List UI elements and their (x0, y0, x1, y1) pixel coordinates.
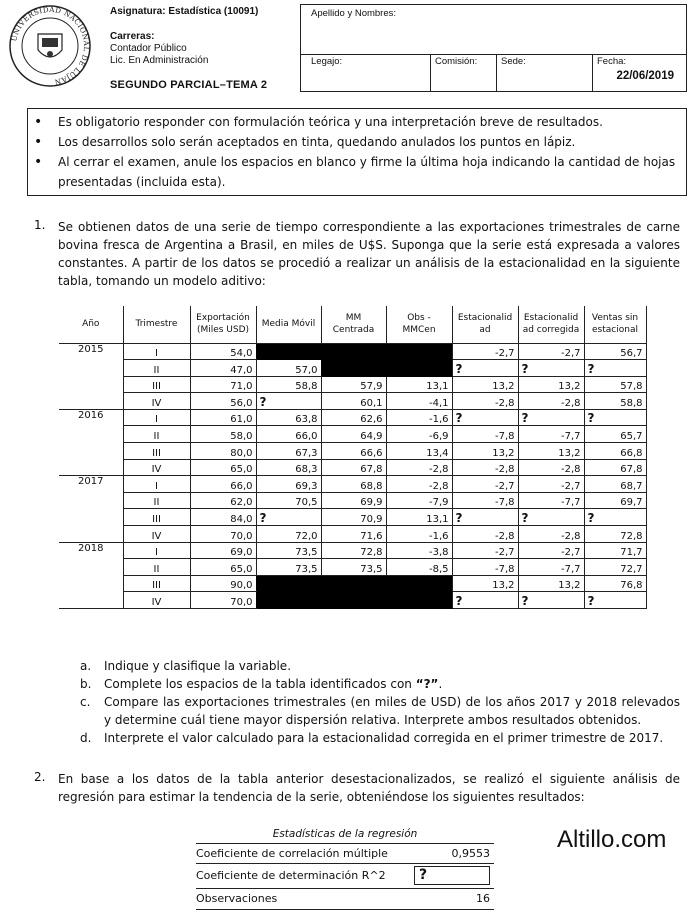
missing-value-cell[interactable]: ? (584, 409, 646, 426)
value-cell: 63,8 (256, 409, 321, 426)
missing-value-cell[interactable]: ? (452, 360, 518, 377)
q2-number: 2. (34, 770, 46, 784)
blank-cell (256, 343, 321, 360)
quarter-cell: III (123, 443, 190, 460)
fecha-label: Fecha: (597, 56, 627, 67)
value-cell: 72,8 (584, 526, 646, 543)
quarter-cell: I (123, 542, 190, 559)
value-cell: 71,6 (321, 526, 386, 543)
missing-value-cell[interactable]: ? (518, 509, 584, 526)
table-row (59, 592, 646, 609)
year-cell (59, 376, 123, 393)
col-header: MM Centrada (321, 306, 386, 343)
regression-caption: Estadísticas de la regresión (196, 826, 494, 844)
comision-label: Comisión: (435, 56, 478, 67)
q1-number: 1. (34, 218, 46, 232)
rules-box (27, 108, 687, 196)
value-cell: -2,8 (386, 459, 452, 476)
year-cell: 2017 (78, 476, 104, 488)
value-cell: 60,1 (321, 393, 386, 410)
value-cell: 76,8 (584, 575, 646, 592)
question-d: d. Interprete el valor calculado para la estacionalidad corregida en el primer trimestre de 2017. (80, 731, 664, 745)
table-row (59, 376, 646, 393)
value-cell: -6,9 (386, 426, 452, 443)
value-cell: 68,8 (321, 476, 386, 493)
blank-cell (386, 343, 452, 360)
missing-value-cell[interactable]: ? (518, 360, 584, 377)
year-cell (59, 443, 123, 460)
blank-cell (321, 592, 386, 609)
blank-cell (256, 592, 321, 609)
value-cell: -2,7 (518, 476, 584, 493)
fecha-field[interactable] (593, 54, 688, 92)
table-row (59, 426, 646, 443)
value-cell: -2,7 (452, 343, 518, 360)
value-cell: 73,5 (256, 559, 321, 576)
value-cell: -1,6 (386, 409, 452, 426)
r2-answer-box[interactable]: ? (414, 866, 490, 885)
value-cell: 54,0 (190, 343, 256, 360)
blank-cell (321, 343, 386, 360)
value-cell: 58,8 (256, 376, 321, 393)
value-cell: 13,2 (452, 575, 518, 592)
col-header: Año (59, 306, 123, 343)
col-header: Trimestre (123, 306, 190, 343)
table-row (59, 393, 646, 410)
value-cell: -2,8 (452, 526, 518, 543)
value-cell: -7,7 (518, 492, 584, 509)
name-field[interactable] (301, 5, 686, 55)
sede-label: Sede: (501, 56, 526, 67)
value-cell: -3,8 (386, 542, 452, 559)
regression-row: Coeficiente de correlación múltiple 0,9553 (196, 844, 494, 864)
quarter-cell: I (123, 409, 190, 426)
question-c: c. Compare las exportaciones trimestrales (en miles de USD) de los años 2017 y 2018 relevados y determine cuál tiene mayor dispersión relativa. Interprete ambos resultados obtenidos. (80, 695, 680, 727)
value-cell: 65,0 (190, 559, 256, 576)
career-2: Lic. En Administración (110, 55, 209, 66)
quarter-cell: II (123, 492, 190, 509)
value-cell: 69,3 (256, 476, 321, 493)
year-cell: 2018 (78, 542, 104, 554)
value-cell: 72,8 (321, 542, 386, 559)
value-cell: 47,0 (190, 360, 256, 377)
table-row (59, 559, 646, 576)
year-cell: 2015 (78, 343, 104, 355)
year-cell: 2016 (78, 409, 104, 421)
value-cell: 66,0 (190, 476, 256, 493)
value-cell: 66,0 (256, 426, 321, 443)
value-cell: 13,1 (386, 376, 452, 393)
value-cell: -4,1 (386, 393, 452, 410)
rule-item: • Es obligatorio responder con formulación teórica y una interpretación breve de resultados. (58, 112, 678, 132)
value-cell: 62,0 (190, 492, 256, 509)
value-cell: -7,7 (518, 426, 584, 443)
blank-cell (256, 575, 321, 592)
value-cell: 58,8 (584, 393, 646, 410)
blank-cell (386, 360, 452, 377)
quarter-cell: III (123, 575, 190, 592)
value-cell: 70,0 (190, 592, 256, 609)
value-cell: 69,9 (321, 492, 386, 509)
university-seal (8, 4, 92, 88)
quarter-cell: I (123, 476, 190, 493)
value-cell: 84,0 (190, 509, 256, 526)
sede-field[interactable] (497, 54, 593, 92)
table-row (59, 343, 646, 360)
year-cell (59, 393, 123, 410)
col-header: Exportación (Miles USD) (190, 306, 256, 343)
value-cell: 67,8 (584, 459, 646, 476)
student-info-box (300, 4, 687, 92)
legajo-field[interactable] (301, 54, 431, 92)
value-cell: 57,8 (584, 376, 646, 393)
q2-text: En base a los datos de la tabla anterior desestacionalizados, se realizó el siguiente análisis de regresión para estimar la tendencia de la serie, obteniéndose los siguientes resultados: (58, 772, 680, 804)
year-cell (59, 592, 123, 609)
quarter-cell: III (123, 376, 190, 393)
quarter-cell: IV (123, 459, 190, 476)
subject: Asignatura: Estadística (10091) (110, 6, 259, 17)
value-cell: 69,7 (584, 492, 646, 509)
value-cell: 66,6 (321, 443, 386, 460)
watermark: Altillo.com (557, 826, 667, 853)
value-cell: 68,7 (584, 476, 646, 493)
blank-cell (321, 360, 386, 377)
value-cell: 80,0 (190, 443, 256, 460)
table-row (59, 542, 646, 559)
col-header: Estacionalid ad corregida (518, 306, 584, 343)
value-cell: -7,8 (452, 492, 518, 509)
table-row (59, 409, 646, 426)
value-cell: 57,0 (256, 360, 321, 377)
value-cell: 72,7 (584, 559, 646, 576)
regression-row: Observaciones 16 (196, 888, 494, 910)
value-cell: 13,4 (386, 443, 452, 460)
year-cell (59, 459, 123, 476)
value-cell: -2,8 (518, 459, 584, 476)
value-cell: 70,9 (321, 509, 386, 526)
value-cell: 61,0 (190, 409, 256, 426)
year-cell (59, 509, 123, 526)
value-cell: 71,0 (190, 376, 256, 393)
value-cell: 67,3 (256, 443, 321, 460)
quarter-cell: II (123, 360, 190, 377)
careers-label: Carreras: (110, 31, 155, 42)
value-cell: 66,8 (584, 443, 646, 460)
seasonality-table (59, 306, 647, 609)
exam-title: SEGUNDO PARCIAL–TEMA 2 (110, 79, 268, 91)
value-cell: -7,7 (518, 559, 584, 576)
table-row (59, 476, 646, 493)
value-cell: 56,7 (584, 343, 646, 360)
value-cell: 56,0 (190, 393, 256, 410)
quarter-cell: IV (123, 592, 190, 609)
table-row (59, 492, 646, 509)
value-cell: 71,7 (584, 542, 646, 559)
value-cell: 13,2 (452, 443, 518, 460)
regression-table (196, 826, 494, 910)
year-cell (59, 360, 123, 377)
question-a: a. Indique y clasifique la variable. (80, 659, 292, 673)
value-cell: -2,8 (452, 393, 518, 410)
value-cell: 70,0 (190, 526, 256, 543)
value-cell: -7,8 (452, 559, 518, 576)
table-row (59, 526, 646, 543)
value-cell: 13,2 (518, 575, 584, 592)
missing-value-cell[interactable]: ? (584, 360, 646, 377)
comision-field[interactable] (431, 54, 497, 92)
missing-value-cell[interactable]: ? (452, 592, 518, 609)
career-1: Contador Público (110, 43, 187, 54)
legajo-label: Legajo: (311, 56, 343, 67)
rule-item: • Al cerrar el examen, anule los espacios en blanco y firme la última hoja indicando la cantidad de hojas presentadas (incluida esta). (58, 152, 678, 192)
missing-value-cell[interactable]: ? (256, 509, 321, 526)
value-cell: 65,7 (584, 426, 646, 443)
value-cell: -2,8 (452, 459, 518, 476)
quarter-cell: IV (123, 526, 190, 543)
table-row (59, 360, 646, 377)
value-cell: 13,2 (518, 376, 584, 393)
value-cell: 90,0 (190, 575, 256, 592)
missing-value-cell[interactable]: ? (584, 592, 646, 609)
missing-value-cell[interactable]: ? (518, 409, 584, 426)
regression-row: Coeficiente de determinación R^2 ? (196, 864, 494, 888)
value-cell: -2,7 (452, 476, 518, 493)
table-row (59, 509, 646, 526)
value-cell: -2,7 (518, 542, 584, 559)
col-header: Estacionalid ad (452, 306, 518, 343)
year-cell (59, 575, 123, 592)
quarter-cell: IV (123, 393, 190, 410)
table-row (59, 459, 646, 476)
value-cell: -8,5 (386, 559, 452, 576)
value-cell: 13,1 (386, 509, 452, 526)
year-cell (59, 559, 123, 576)
quarter-cell: II (123, 426, 190, 443)
missing-value-cell[interactable]: ? (518, 592, 584, 609)
value-cell: 68,3 (256, 459, 321, 476)
value-cell: 62,6 (321, 409, 386, 426)
col-header: Obs - MMCen (386, 306, 452, 343)
table-row (59, 443, 646, 460)
value-cell: -2,7 (452, 542, 518, 559)
value-cell: -7,8 (452, 426, 518, 443)
value-cell: -2,7 (518, 343, 584, 360)
question-list (80, 657, 680, 747)
value-cell: -2,8 (386, 476, 452, 493)
year-cell (59, 426, 123, 443)
value-cell: 64,9 (321, 426, 386, 443)
missing-value-cell[interactable]: ? (584, 509, 646, 526)
missing-value-cell[interactable]: ? (256, 393, 321, 410)
svg-text:UNIVERSIDAD NACIONAL DE LUJÁN: UNIVERSIDAD NACIONAL DE LUJÁN (9, 4, 92, 87)
value-cell: 65,0 (190, 459, 256, 476)
blank-cell (321, 575, 386, 592)
question-b: b. Complete los espacios de la tabla identificados con “?”. (80, 677, 443, 691)
quarter-cell: III (123, 509, 190, 526)
value-cell: -7,9 (386, 492, 452, 509)
value-cell: 13,2 (452, 376, 518, 393)
col-header: Media Móvil (256, 306, 321, 343)
blank-cell (386, 575, 452, 592)
table-row (59, 575, 646, 592)
missing-value-cell[interactable]: ? (452, 509, 518, 526)
quarter-cell: II (123, 559, 190, 576)
value-cell: 67,8 (321, 459, 386, 476)
fecha-value: 22/06/2019 (616, 70, 674, 82)
value-cell: -2,8 (518, 526, 584, 543)
q1-text: Se obtienen datos de una serie de tiempo correspondiente a las exportaciones trimestrales de carne bovina fresca de Argentina a Brasil, en miles de U$S. Suponga que la serie está expresada a valores constantes. A partir de los datos se procedió a realizar un análisis de la estacionalidad en la siguiente tabla, tomando un modelo aditivo: (58, 220, 680, 288)
value-cell: -2,8 (518, 393, 584, 410)
year-cell (59, 526, 123, 543)
value-cell: 13,2 (518, 443, 584, 460)
year-cell (59, 492, 123, 509)
blank-cell (386, 592, 452, 609)
value-cell: 70,5 (256, 492, 321, 509)
quarter-cell: I (123, 343, 190, 360)
rule-item: • Los desarrollos solo serán aceptados en tinta, quedando anulados los puntos en lápiz. (58, 132, 678, 152)
value-cell: 73,5 (256, 542, 321, 559)
value-cell: 57,9 (321, 376, 386, 393)
value-cell: 69,0 (190, 542, 256, 559)
value-cell: 72,0 (256, 526, 321, 543)
header-info (110, 6, 258, 67)
missing-value-cell[interactable]: ? (452, 409, 518, 426)
value-cell: 73,5 (321, 559, 386, 576)
name-label: Apellido y Nombres: (311, 8, 397, 19)
value-cell: -1,6 (386, 526, 452, 543)
value-cell: 58,0 (190, 426, 256, 443)
col-header: Ventas sin estacional (584, 306, 646, 343)
